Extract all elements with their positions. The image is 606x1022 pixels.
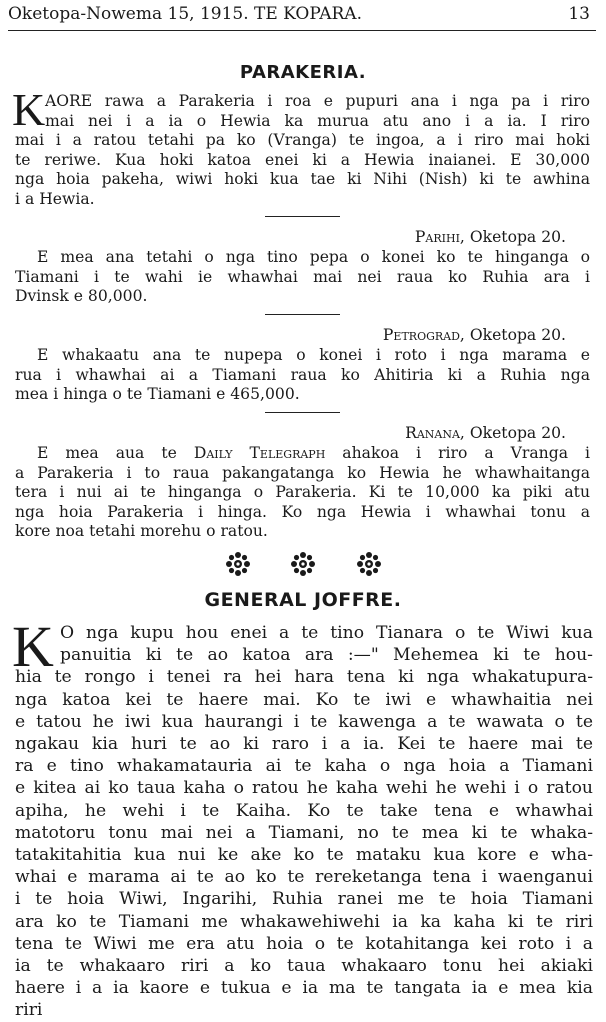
text-line: ara ko te Tiamani me whakawehiwehi ia ka kaha ki te riri	[15, 911, 593, 932]
flower-ornament-icon	[356, 551, 382, 577]
text-line: a Parakeria i to raua pakangatanga ko Hewia he whawhaitanga	[15, 463, 590, 482]
dispatch-ranana	[15, 444, 590, 542]
separator-rule	[265, 216, 340, 217]
flower-ornament-icon	[225, 551, 251, 577]
drop-cap: K	[12, 84, 46, 135]
separator-rule	[265, 412, 340, 413]
text-line: nga hoia pakeha, wiwi hoki kua tae ki Nihi (Nish) ki te awhina	[15, 170, 590, 189]
separator-rule	[265, 314, 340, 315]
article-joffre	[15, 622, 593, 1022]
text-line: haere i a ia kaore e tukua e ia ma te tangata ia e mea kia	[15, 978, 593, 999]
text-line: mai i a ratou tetahi pa ko (Vranga) te ingoa, a i riro mai hoki	[15, 131, 590, 150]
text-line: Dvinsk e 80,000.	[15, 287, 148, 306]
text-line: E mea aua te Daily Telegraph ahakoa i riro a Vranga i	[37, 444, 590, 462]
dispatch-parihi	[15, 248, 590, 307]
text-line: tatakitahitia kua nui ke ake ko te mataku kua kore e wha-	[15, 845, 593, 866]
text-line: matotoru tonu mai nei a Tiamani, no te mea ki te whaka-	[15, 822, 593, 843]
text-line: nga katoa kei te haere mai. Ko te iwi e whawhaitia nei	[15, 689, 593, 710]
text-line: apiha, he wehi i te Kaiha. Ko te take tena e whawhai	[15, 800, 593, 821]
dispatch-petrograd	[15, 346, 590, 405]
header-title: Oketopa-Nowema 15, 1915. TE KOPARA.	[8, 4, 362, 24]
text-line: kore noa tetahi morehu o ratou.	[15, 522, 268, 541]
text-line: mai nei i a ia o Hewia ka murua atu ano i a ia. I riro	[45, 111, 590, 130]
running-header	[8, 4, 598, 28]
dateline: Petrograd, Oketopa 20.	[382, 326, 566, 344]
section-title-joffre: GENERAL JOFFRE.	[204, 589, 402, 611]
text-line: tena te Wiwi me era atu hoia o te kotahitanga kei roto i a	[15, 933, 593, 954]
flower-ornament-icon	[290, 551, 316, 577]
dateline: Parihi, Oketopa 20.	[414, 228, 566, 246]
text-line: O nga kupu hou enei a te tino Tianara o te Wiwi kua	[60, 623, 593, 643]
text-line: e kitea ai ko taua kaha o ratou he kaha wehi he wehi i o ratou	[15, 778, 593, 799]
text-line: E whakaatu ana te nupepa o konei i roto i nga marama e	[37, 346, 590, 364]
text-line: whai e marama ai te ao ko te rereketanga tena i waenganui	[15, 867, 593, 888]
text-line: te reriwe. Kua hoki katoa enei ki a Hewia inaianei. E 30,000	[15, 150, 590, 169]
text-line: Tiamani i te wahi ie whawhai mai nei raua ko Ruhia ara i	[15, 267, 590, 286]
text-line: e tatou he iwi kua haurangi i te kawenga a te wawata o te	[15, 711, 593, 732]
page-number: 13	[568, 4, 590, 24]
text-line: ia te whakaaro riri a ko taua whakaaro tonu hei akiaki	[15, 956, 593, 977]
text-line: panuitia ki te ao katoa ara :—" Mehemea ki te hou-	[60, 645, 593, 666]
text-line: AORE rawa a Parakeria i roa e pupuri ana i nga pa i riro	[45, 92, 590, 110]
dateline: Ranana, Oketopa 20.	[405, 424, 566, 442]
text-line: mea i hinga o te Tiamani e 465,000.	[15, 385, 300, 404]
text-line: ngakau kia huri te ao ki raro i a ia. Kei te haere mai te	[15, 734, 593, 755]
text-line: nga hoia Parakeria i hinga. Ko nga Hewia i whawhai tonu a	[15, 502, 590, 521]
drop-cap: K	[12, 614, 54, 679]
text-line: i a Hewia.	[15, 189, 95, 208]
header-rule	[8, 30, 596, 31]
text-line: E mea ana tetahi o nga tino pepa o konei ko te hinganga o	[37, 248, 590, 266]
text-line: hia te rongo i tenei ra hei hara tena ki nga whakatupura-	[15, 667, 593, 688]
article-parakeria	[15, 92, 590, 210]
text-line: tera i nui ai te hinganga o Parakeria. Ki te 10,000 ka piki atu	[15, 483, 590, 502]
text-line: riri	[15, 1000, 43, 1021]
text-line: i te hoia Wiwi, Ingarihi, Ruhia ranei me te hoia Tiamani	[15, 889, 593, 910]
section-title-parakeria: PARAKERIA.	[239, 62, 367, 83]
text-line: rua i whawhai ai a Tiamani raua ko Ahitiria ki a Ruhia nga	[15, 365, 590, 384]
text-line: ra e tino whakamatauria ai te kaha o nga hoia a Tiamani	[15, 756, 593, 777]
